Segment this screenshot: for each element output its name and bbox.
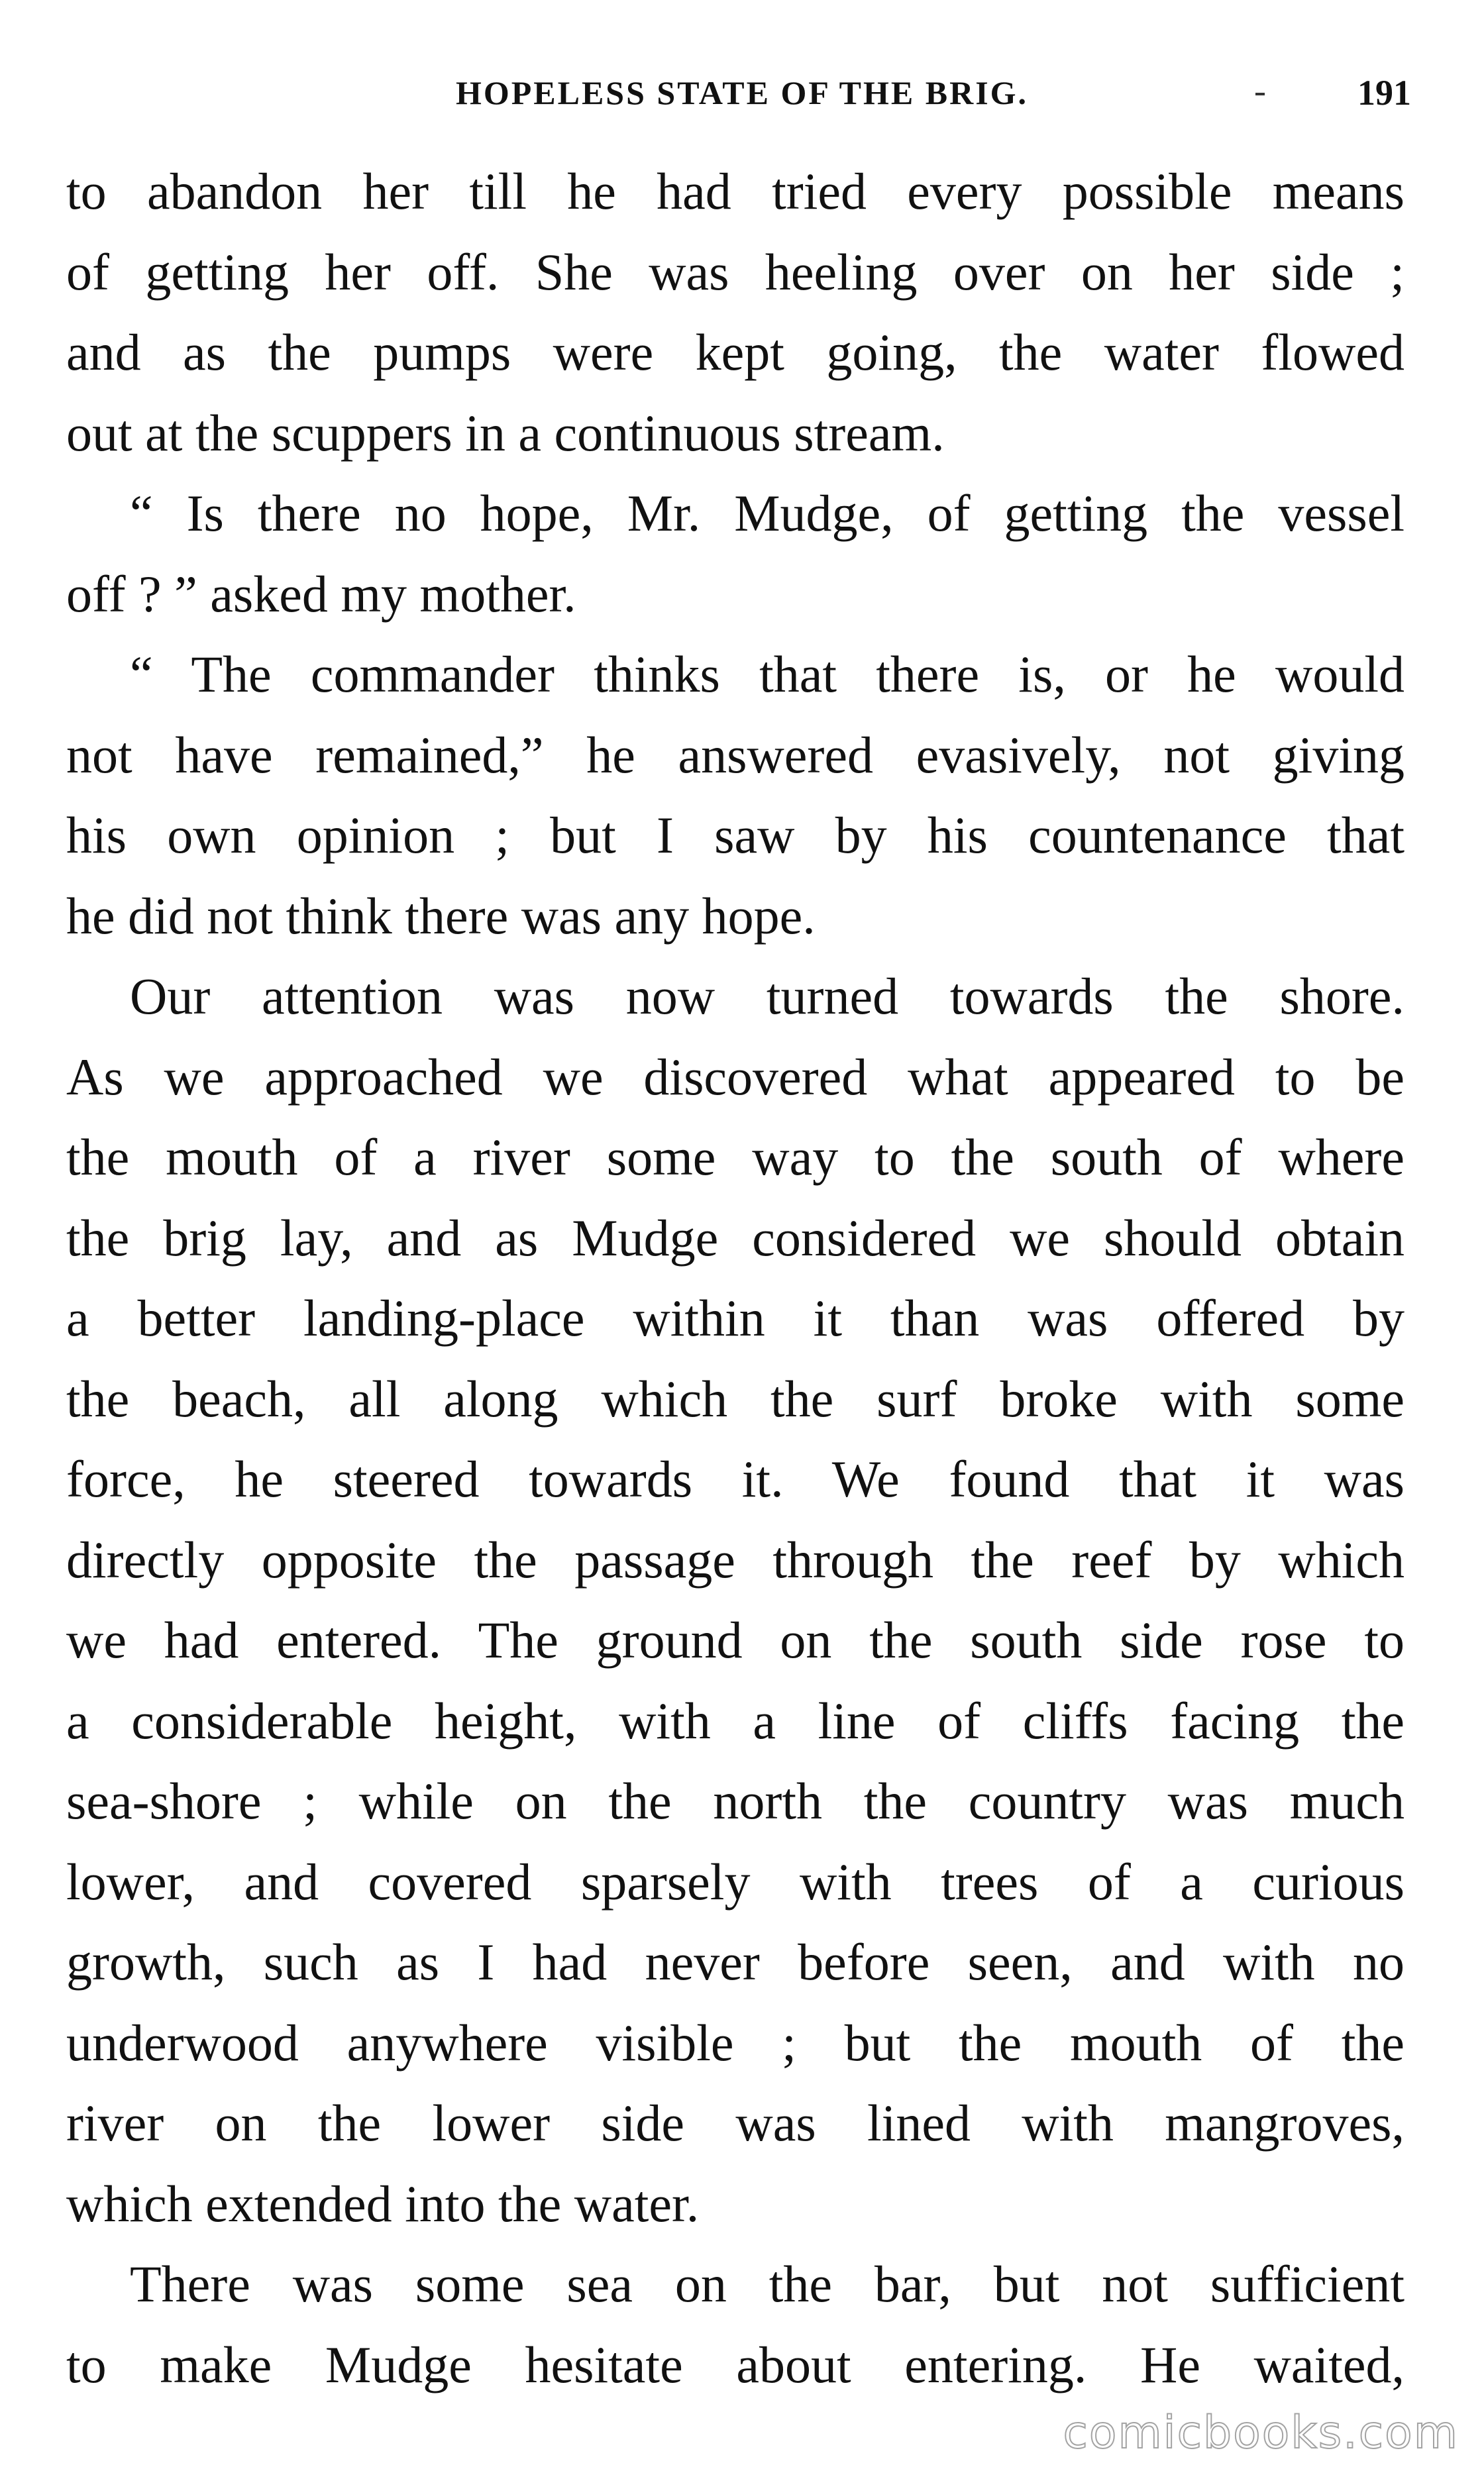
text-line: force, he steered towards it. We found that it was [66, 1450, 1404, 1508]
text-line: directly opposite the passage through the reef by which [66, 1530, 1404, 1589]
text-line: Our attention was now turned towards the shore. [130, 967, 1404, 1025]
text-line: lower, and covered sparsely with trees of a curious [66, 1852, 1404, 1911]
text-line: out at the scuppers in a continuous stream. [66, 403, 945, 462]
running-head [66, 63, 1418, 123]
text-line: There was some sea on the bar, but not sufficient [130, 2255, 1404, 2313]
text-line: to make Mudge hesitate about entering. He waited, [66, 2335, 1404, 2393]
watermark-text: comicbooks.com [1063, 2407, 1459, 2459]
text-line: the beach, all along which the surf broke with some [66, 1369, 1404, 1428]
text-line: growth, such as I had never before seen, and with no [66, 1933, 1404, 1991]
text-line: As we approached we discovered what appeared to be [66, 1047, 1404, 1106]
text-line: a better landing-place within it than was offered by [66, 1289, 1404, 1347]
text-line: the brig lay, and as Mudge considered we should obtain [66, 1208, 1404, 1267]
text-line: his own opinion ; but I saw by his countenance that [66, 806, 1404, 864]
text-line: river on the lower side was lined with mangroves, [66, 2094, 1404, 2152]
text-line: not have remained,” he answered evasively, not giving [66, 725, 1404, 784]
header-dash-mark [1255, 93, 1265, 95]
body-text [66, 151, 1404, 2405]
text-line: the mouth of a river some way to the south of where [66, 1128, 1404, 1186]
text-line: off ? ” asked my mother. [66, 564, 576, 623]
text-line: he did not think there was any hope. [66, 886, 816, 945]
text-line: “ Is there no hope, Mr. Mudge, of getting the vessel [130, 484, 1404, 542]
text-line: and as the pumps were kept going, the water flowed [66, 323, 1404, 381]
text-line: to abandon her till he had tried every possible means [66, 162, 1404, 220]
running-title: HOPELESS STATE OF THE BRIG. [455, 74, 1029, 111]
text-line: sea-shore ; while on the north the country was much [66, 1772, 1404, 1830]
text-line: of getting her off. She was heeling over on her side ; [66, 242, 1404, 301]
page-number: 191 [1357, 73, 1411, 113]
text-line: we had entered. The ground on the south side rose to [66, 1611, 1404, 1669]
text-line: which extended into the water. [66, 2174, 700, 2233]
text-line: underwood anywhere visible ; but the mouth of the [66, 2013, 1404, 2072]
text-line: a considerable height, with a line of cliffs facing the [66, 1691, 1404, 1750]
text-line: “ The commander thinks that there is, or he would [130, 645, 1404, 703]
